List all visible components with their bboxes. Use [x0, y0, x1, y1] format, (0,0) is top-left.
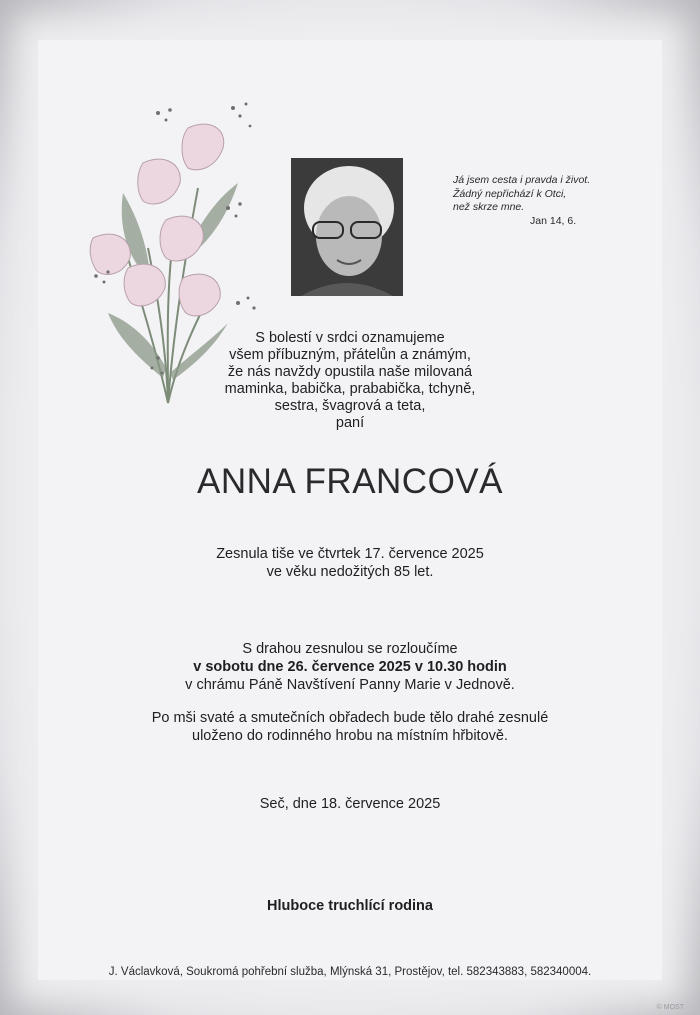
- place-date: Seč, dne 18. července 2025: [259, 796, 441, 812]
- bible-quote: [453, 174, 590, 228]
- death-age: ve věku nedožitých 85 let.: [266, 564, 434, 580]
- announcement-line: maminka, babička, prababička, tchyně,: [224, 381, 476, 397]
- funeral-info: [0, 640, 700, 694]
- burial-line: uloženo do rodinného hrobu na místním hřbitově.: [192, 728, 508, 744]
- quote-line: Žádný nepřichází k Otci,: [453, 187, 567, 200]
- announcement-line: S bolestí v srdci oznamujeme: [255, 330, 445, 346]
- death-date: Zesnula tiše ve čtvrtek 17. července 2025: [216, 546, 484, 562]
- quote-reference: Jan 14, 6.: [530, 214, 577, 227]
- funeral-service-footer: J. Václavková, Soukromá pohřební služba, Mlýnská 31, Prostějov, tel. 582343883, 582340004.: [108, 966, 592, 978]
- portrait-photo: [291, 158, 403, 296]
- mourners-signature: Hluboce truchlící rodina: [267, 898, 433, 914]
- corner-watermark: © MOST: [656, 1004, 684, 1011]
- quote-line: než skrze mne.: [453, 201, 525, 213]
- funeral-datetime: v sobotu dne 26. července 2025 v 10.30 hodin: [193, 659, 507, 675]
- announcement-line: všem příbuzným, přátelůn a známým,: [229, 347, 471, 363]
- announcement-line: sestra, švagrová a teta,: [274, 398, 426, 414]
- quote-line: Já jsem cesta i pravda i život.: [453, 174, 591, 186]
- announcement-line: paní: [335, 415, 365, 431]
- burial-line: Po mši svaté a smutečních obřadech bude tělo drahé zesnulé: [151, 710, 549, 726]
- announcement-line: že nás navždy opustila naše milovaná: [227, 364, 473, 380]
- announcement-text: [200, 330, 500, 432]
- death-info: [0, 545, 700, 581]
- burial-info: [0, 709, 700, 745]
- funeral-intro: S drahou zesnulou se rozloučíme: [242, 641, 458, 657]
- deceased-name: ANNA FRANCOVÁ: [197, 462, 503, 501]
- funeral-location: v chrámu Páně Navštívení Panny Marie v Jednově.: [185, 677, 515, 693]
